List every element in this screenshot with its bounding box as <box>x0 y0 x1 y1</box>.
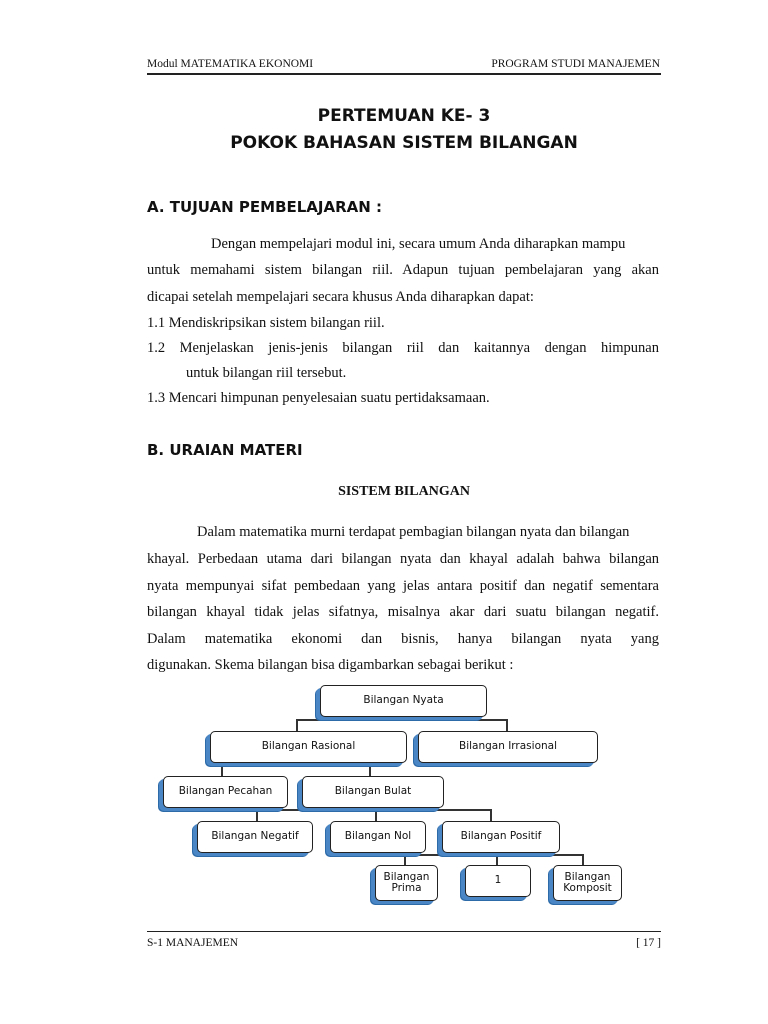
body-line: digunakan. Skema bilangan bisa digambarkan sebagai berikut : <box>147 657 514 673</box>
page-number: [ 17 ] <box>636 937 661 949</box>
section-subtitle: SISTEM BILANGAN <box>338 484 470 499</box>
node-one: 1 <box>465 865 531 897</box>
body-line: Dalam matematika ekonomi dan bisnis, hanya bilangan nyata yang <box>147 631 659 647</box>
body-line: nyata mempunyai sifat pembedaan yang jelas antara positif dan negatif sementara <box>147 578 659 594</box>
node-bilangan-nol: Bilangan Nol <box>330 821 426 853</box>
node-bilangan-prima: Bilangan Prima <box>375 865 438 901</box>
body-line: bilangan khayal tidak jelas sifatnya, misalnya akar dari suatu bilangan negatif. <box>147 604 659 620</box>
connector-line <box>404 854 406 865</box>
objective-item-continued: untuk bilangan riil tersebut. <box>186 365 347 381</box>
connector-line <box>375 809 377 821</box>
section-a-heading: A. TUJUAN PEMBELAJARAN : <box>147 198 383 216</box>
intro-line-1: Dengan mempelajari modul ini, secara umum Anda diharapkan mampu <box>211 236 626 252</box>
connector-line <box>496 854 498 865</box>
intro-line-2: untuk memahami sistem bilangan riil. Adapun tujuan pembelajaran yang akan <box>147 262 659 278</box>
header-program: PROGRAM STUDI MANAJEMEN <box>491 58 660 70</box>
header-rule <box>147 73 661 75</box>
node-bilangan-komposit: Bilangan Komposit <box>553 865 622 901</box>
node-bilangan-bulat: Bilangan Bulat <box>302 776 444 808</box>
connector-line <box>582 854 584 865</box>
page-title-line1: PERTEMUAN KE- 3 <box>317 106 491 126</box>
connector-line <box>490 809 492 821</box>
objective-item: 1.2 Menjelaskan jenis-jenis bilangan riil dan kaitannya dengan himpunan <box>147 340 659 356</box>
header-module-title: Modul MATEMATIKA EKONOMI <box>147 58 314 70</box>
connector-line <box>404 854 584 856</box>
connector-line <box>296 719 298 731</box>
connector-line <box>256 809 258 821</box>
page-footer <box>147 937 661 949</box>
connector-line <box>221 764 223 776</box>
node-bilangan-rasional: Bilangan Rasional <box>210 731 407 763</box>
connector-line <box>296 719 508 721</box>
node-bilangan-irrasional: Bilangan Irrasional <box>418 731 598 763</box>
node-bilangan-pecahan: Bilangan Pecahan <box>163 776 288 808</box>
footer-program: S-1 MANAJEMEN <box>147 937 239 949</box>
objective-item: 1.1 Mendiskripsikan sistem bilangan riil. <box>147 315 385 331</box>
body-line: Dalam matematika murni terdapat pembagian bilangan nyata dan bilangan <box>197 524 630 540</box>
node-bilangan-positif: Bilangan Positif <box>442 821 560 853</box>
intro-line-3: dicapai setelah mempelajari secara khusus Anda diharapkan dapat: <box>147 289 534 305</box>
body-line: khayal. Perbedaan utama dari bilangan nyata dan khayal adalah bahwa bilangan <box>147 551 659 567</box>
page-title-line2: POKOK BAHASAN SISTEM BILANGAN <box>230 133 578 153</box>
connector-line <box>221 764 371 766</box>
objective-item: 1.3 Mencari himpunan penyelesaian suatu pertidaksamaan. <box>147 390 490 406</box>
node-bilangan-nyata: Bilangan Nyata <box>320 685 487 717</box>
footer-rule <box>147 931 661 932</box>
connector-line <box>506 719 508 731</box>
connector-line <box>256 809 492 811</box>
section-b-heading: B. URAIAN MATERI <box>147 441 303 459</box>
connector-line <box>369 764 371 776</box>
node-bilangan-negatif: Bilangan Negatif <box>197 821 313 853</box>
